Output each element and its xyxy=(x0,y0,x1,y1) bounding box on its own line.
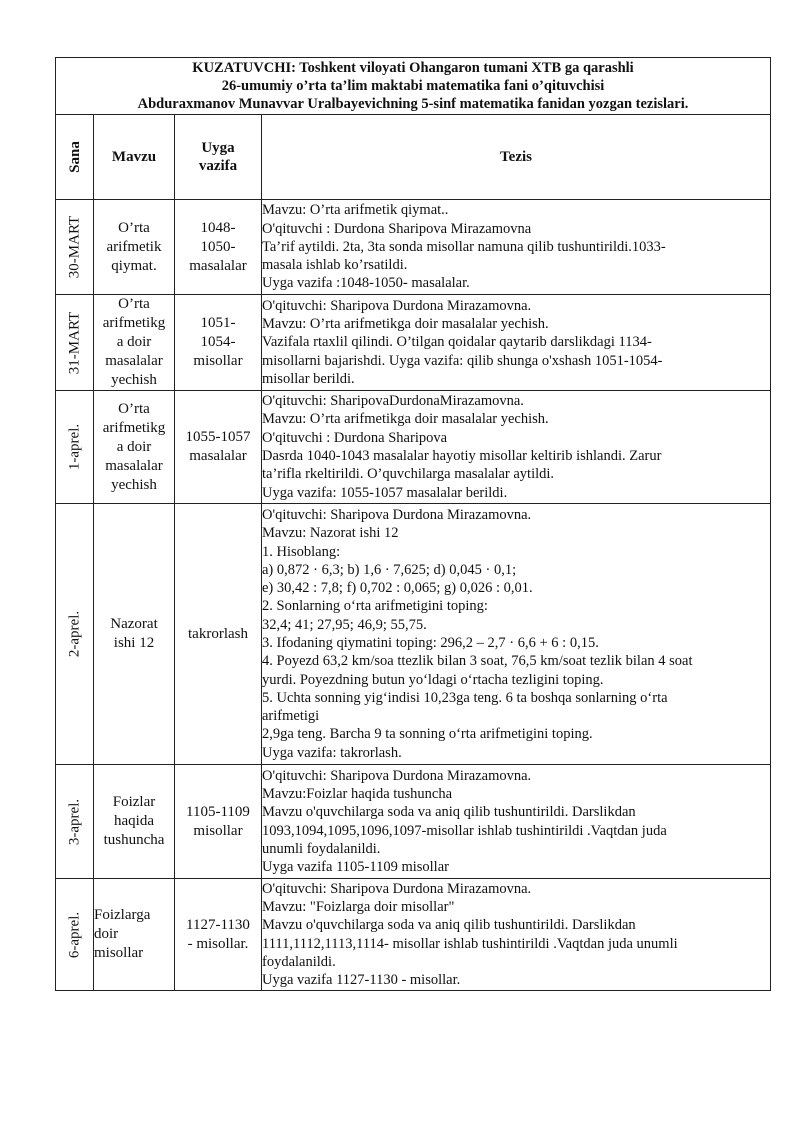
mavzu-line: O’rta xyxy=(118,296,150,312)
tezis-line: misollarni bajarishdi. Uyga vazifa: qilib shunga o'xshash 1051-1054- xyxy=(262,352,663,369)
vazifa-line: 1050- xyxy=(200,238,236,255)
tezis-line: 1111,1112,1113,1114- misollar ishlab tushintirildi .Vaqtdan juda unumli xyxy=(262,935,678,952)
tezis-line: Mavzu: O’rta arifmetikga doir masalalar yechish. xyxy=(262,411,549,428)
title-line-1: KUZATUVCHI: Toshkent viloyati Ohangaron tumani XTB ga qarashli xyxy=(192,60,634,76)
tezis-line: O'qituvchi: Sharipova Durdona Mirazamovna. xyxy=(262,506,532,523)
header-uyga-vazifa-line: Uyga xyxy=(201,140,235,156)
tezis-line: Mavzu: "Foizlarga doir misollar" xyxy=(262,898,455,915)
header-mavzu: Mavzu xyxy=(94,115,175,200)
tezis-line: Uyga vazifa 1105-1109 misollar xyxy=(262,859,449,876)
mavzu-line: arifmetik xyxy=(106,238,162,255)
tezis-line: Ta’rif aytildi. 2ta, 3ta sonda misollar namuna qilib tushuntirildi.1033- xyxy=(262,238,666,255)
tezis-line: e) 30,42 : 7,8; f) 0,702 : 0,065; g) 0,026 : 0,01. xyxy=(262,580,533,597)
mavzu-line: a doir xyxy=(116,438,152,455)
table-row xyxy=(56,879,771,991)
vazifa-line: masalalar xyxy=(189,448,247,464)
tezis-line: misollar berildi. xyxy=(262,370,355,387)
tezis-cell xyxy=(262,200,771,295)
vazifa-line: misollar xyxy=(193,822,243,839)
mavzu-cell xyxy=(94,879,175,991)
table-row xyxy=(56,504,771,765)
date-cell xyxy=(56,200,94,295)
vazifa-line: 1048- xyxy=(200,219,236,236)
date-cell xyxy=(56,391,94,504)
tezis-line: 5. Uchta sonning yig‘indisi 10,23ga teng. 6 ta boshqa sonlarning o‘rta xyxy=(262,689,668,706)
tezis-line: masala ishlab ko’rsatildi. xyxy=(262,257,408,274)
vazifa-cell xyxy=(175,295,262,391)
title-line-3: Abduraxmanov Munavvar Uralbayevichning 5-sinf matematika fanidan yozgan tezislari. xyxy=(137,96,689,112)
tezis-line: Mavzu:Foizlar haqida tushuncha xyxy=(262,785,453,802)
tezis-line: O'qituvchi: Sharipova Durdona Mirazamovna. xyxy=(262,767,532,784)
vazifa-line: takrorlash xyxy=(188,625,248,642)
date-cell xyxy=(56,879,94,991)
date-label: 3-aprel. xyxy=(66,798,82,845)
title-line-2: 26-umumiy o’rta ta’lim maktabi matematika fani o’qituvchisi xyxy=(221,78,605,94)
mavzu-line: masalalar xyxy=(105,353,163,369)
tezis-line: O'qituvchi : Durdona Sharipova Mirazamovna xyxy=(262,220,532,237)
mavzu-line: masalalar xyxy=(105,457,163,474)
header-row xyxy=(56,115,771,200)
tezis-line: Mavzu: O’rta arifmetik qiymat.. xyxy=(262,202,449,219)
tezis-line: Mavzu: O’rta arifmetikga doir masalalar yechish. xyxy=(262,316,549,333)
table-body xyxy=(56,200,771,991)
date-label: 31-MART xyxy=(66,311,82,374)
mavzu-line: arifmetikg xyxy=(102,419,166,436)
tezis-line: Dasrda 1040-1043 masalalar hayotiy misollar keltirib ishlandi. Zarur xyxy=(262,448,662,464)
mavzu-line: Nazorat xyxy=(110,616,158,632)
tezis-line: Uyga vazifa: takrorlash. xyxy=(262,744,402,761)
mavzu-line: doir xyxy=(94,926,119,942)
tezis-line: yurdi. Poyezdning butun yo‘ldagi o‘rtacha tezligini toping. xyxy=(262,671,604,688)
tezis-line: 32,4; 41; 27,95; 46,9; 55,75. xyxy=(262,616,427,633)
tezis-line: unumli foydalanildi. xyxy=(262,840,381,857)
date-label: 1-aprel. xyxy=(66,423,82,471)
tezis-line: 1. Hisoblang: xyxy=(262,543,341,560)
tezis-line: arifmetigi xyxy=(262,708,320,725)
tezis-line: Mavzu o'quvchilarga soda va aniq qilib tushuntirildi. Darslikdan xyxy=(262,917,636,934)
tezis-line: 2,9ga teng. Barcha 9 ta sonning o‘rta arifmetigini toping. xyxy=(262,726,593,743)
date-cell xyxy=(56,295,94,391)
tezis-line: O'qituvchi: Sharipova Durdona Mirazamovna. xyxy=(262,880,532,897)
tezis-line: Uyga vazifa 1127-1130 - misollar. xyxy=(262,972,461,989)
tezis-line: 3. Ifodaning qiymatini toping: 296,2 – 2,7 · 6,6 + 6 : 0,15. xyxy=(262,635,599,651)
vazifa-cell xyxy=(175,504,262,765)
mavzu-cell xyxy=(94,765,175,879)
tezis-line: O'qituvchi: Sharipova Durdona Mirazamovna. xyxy=(262,297,532,314)
mavzu-line: Foizlar xyxy=(112,794,156,810)
tezis-line: foydalanildi. xyxy=(262,953,336,970)
title-row xyxy=(56,58,771,115)
vazifa-line: 1055-1057 xyxy=(185,429,251,445)
mavzu-line: misollar xyxy=(94,945,144,961)
tezis-line: Uyga vazifa: 1055-1057 masalalar berildi. xyxy=(262,484,508,501)
date-cell xyxy=(56,504,94,765)
tezis-cell xyxy=(262,765,771,879)
tezis-line: a) 0,872 · 6,3; b) 1,6 · 7,625; d) 0,045 · 0,1; xyxy=(262,561,517,578)
mavzu-line: arifmetikg xyxy=(102,315,166,331)
vazifa-cell xyxy=(175,200,262,295)
mavzu-cell xyxy=(94,391,175,504)
mavzu-line: O’rta xyxy=(118,400,150,417)
header-sana-label: Sana xyxy=(66,141,83,173)
table-row xyxy=(56,200,771,295)
thesis-table xyxy=(55,57,771,991)
tezis-line: Mavzu o'quvchilarga soda va aniq qilib tushuntirildi. Darslikdan xyxy=(262,804,636,821)
header-uyga-vazifa xyxy=(175,115,262,200)
date-cell xyxy=(56,765,94,879)
tezis-line: Uyga vazifa :1048-1050- masalalar. xyxy=(262,275,470,292)
vazifa-line: - misollar. xyxy=(187,935,249,952)
vazifa-line: misollar xyxy=(193,353,243,369)
tezis-line: Mavzu: Nazorat ishi 12 xyxy=(262,525,399,542)
header-sana xyxy=(56,115,94,200)
vazifa-line: masalalar xyxy=(189,257,247,274)
tezis-cell xyxy=(262,504,771,765)
mavzu-line: tushuncha xyxy=(103,832,165,848)
tezis-line: 4. Poyezd 63,2 km/soa ttezlik bilan 3 soat, 76,5 km/soat tezlik bilan 4 soat xyxy=(262,653,693,670)
vazifa-cell xyxy=(175,765,262,879)
tezis-line: ta’rifla rkeltirildi. O’quvchilarga masalalar aytildi. xyxy=(262,466,555,483)
tezis-line: O'qituvchi : Durdona Sharipova xyxy=(262,429,448,446)
date-label: 2-aprel. xyxy=(66,610,82,658)
mavzu-line: yechish xyxy=(111,372,157,388)
mavzu-line: yechish xyxy=(111,476,157,493)
tezis-line: Vazifala rtaxlil qilindi. O’tilgan qoidalar qaytarib darslikdagi 1134- xyxy=(262,334,652,351)
header-tezis: Tezis xyxy=(262,115,771,200)
mavzu-line: qiymat. xyxy=(111,257,157,274)
mavzu-cell xyxy=(94,504,175,765)
vazifa-line: 1054- xyxy=(200,334,236,350)
vazifa-cell xyxy=(175,879,262,991)
mavzu-line: ishi 12 xyxy=(113,635,155,651)
vazifa-line: 1127-1130 xyxy=(186,916,250,933)
tezis-line: 2. Sonlarning o‘rta arifmetigini toping: xyxy=(262,598,488,615)
vazifa-cell xyxy=(175,391,262,504)
mavzu-cell xyxy=(94,200,175,295)
tezis-cell xyxy=(262,391,771,504)
mavzu-line: haqida xyxy=(114,813,154,829)
date-label: 6-aprel. xyxy=(66,911,82,958)
mavzu-cell xyxy=(94,295,175,391)
tezis-cell xyxy=(262,295,771,391)
mavzu-line: a doir xyxy=(116,334,152,350)
table-row xyxy=(56,391,771,504)
table-row xyxy=(56,295,771,391)
tezis-line: O'qituvchi: SharipovaDurdonaMirazamovna. xyxy=(262,393,524,410)
mavzu-line: O’rta xyxy=(118,219,150,236)
document-title xyxy=(56,58,771,115)
vazifa-line: 1051- xyxy=(200,315,236,331)
mavzu-line: Foizlarga xyxy=(94,907,151,923)
vazifa-line: 1105-1109 xyxy=(186,803,250,820)
tezis-line: 1093,1094,1095,1096,1097-misollar ishlab tushintirildi .Vaqtdan juda xyxy=(262,822,667,839)
header-uyga-vazifa-line: vazifa xyxy=(198,158,238,174)
date-label: 30-MART xyxy=(66,215,82,279)
table-row xyxy=(56,765,771,879)
tezis-cell xyxy=(262,879,771,991)
